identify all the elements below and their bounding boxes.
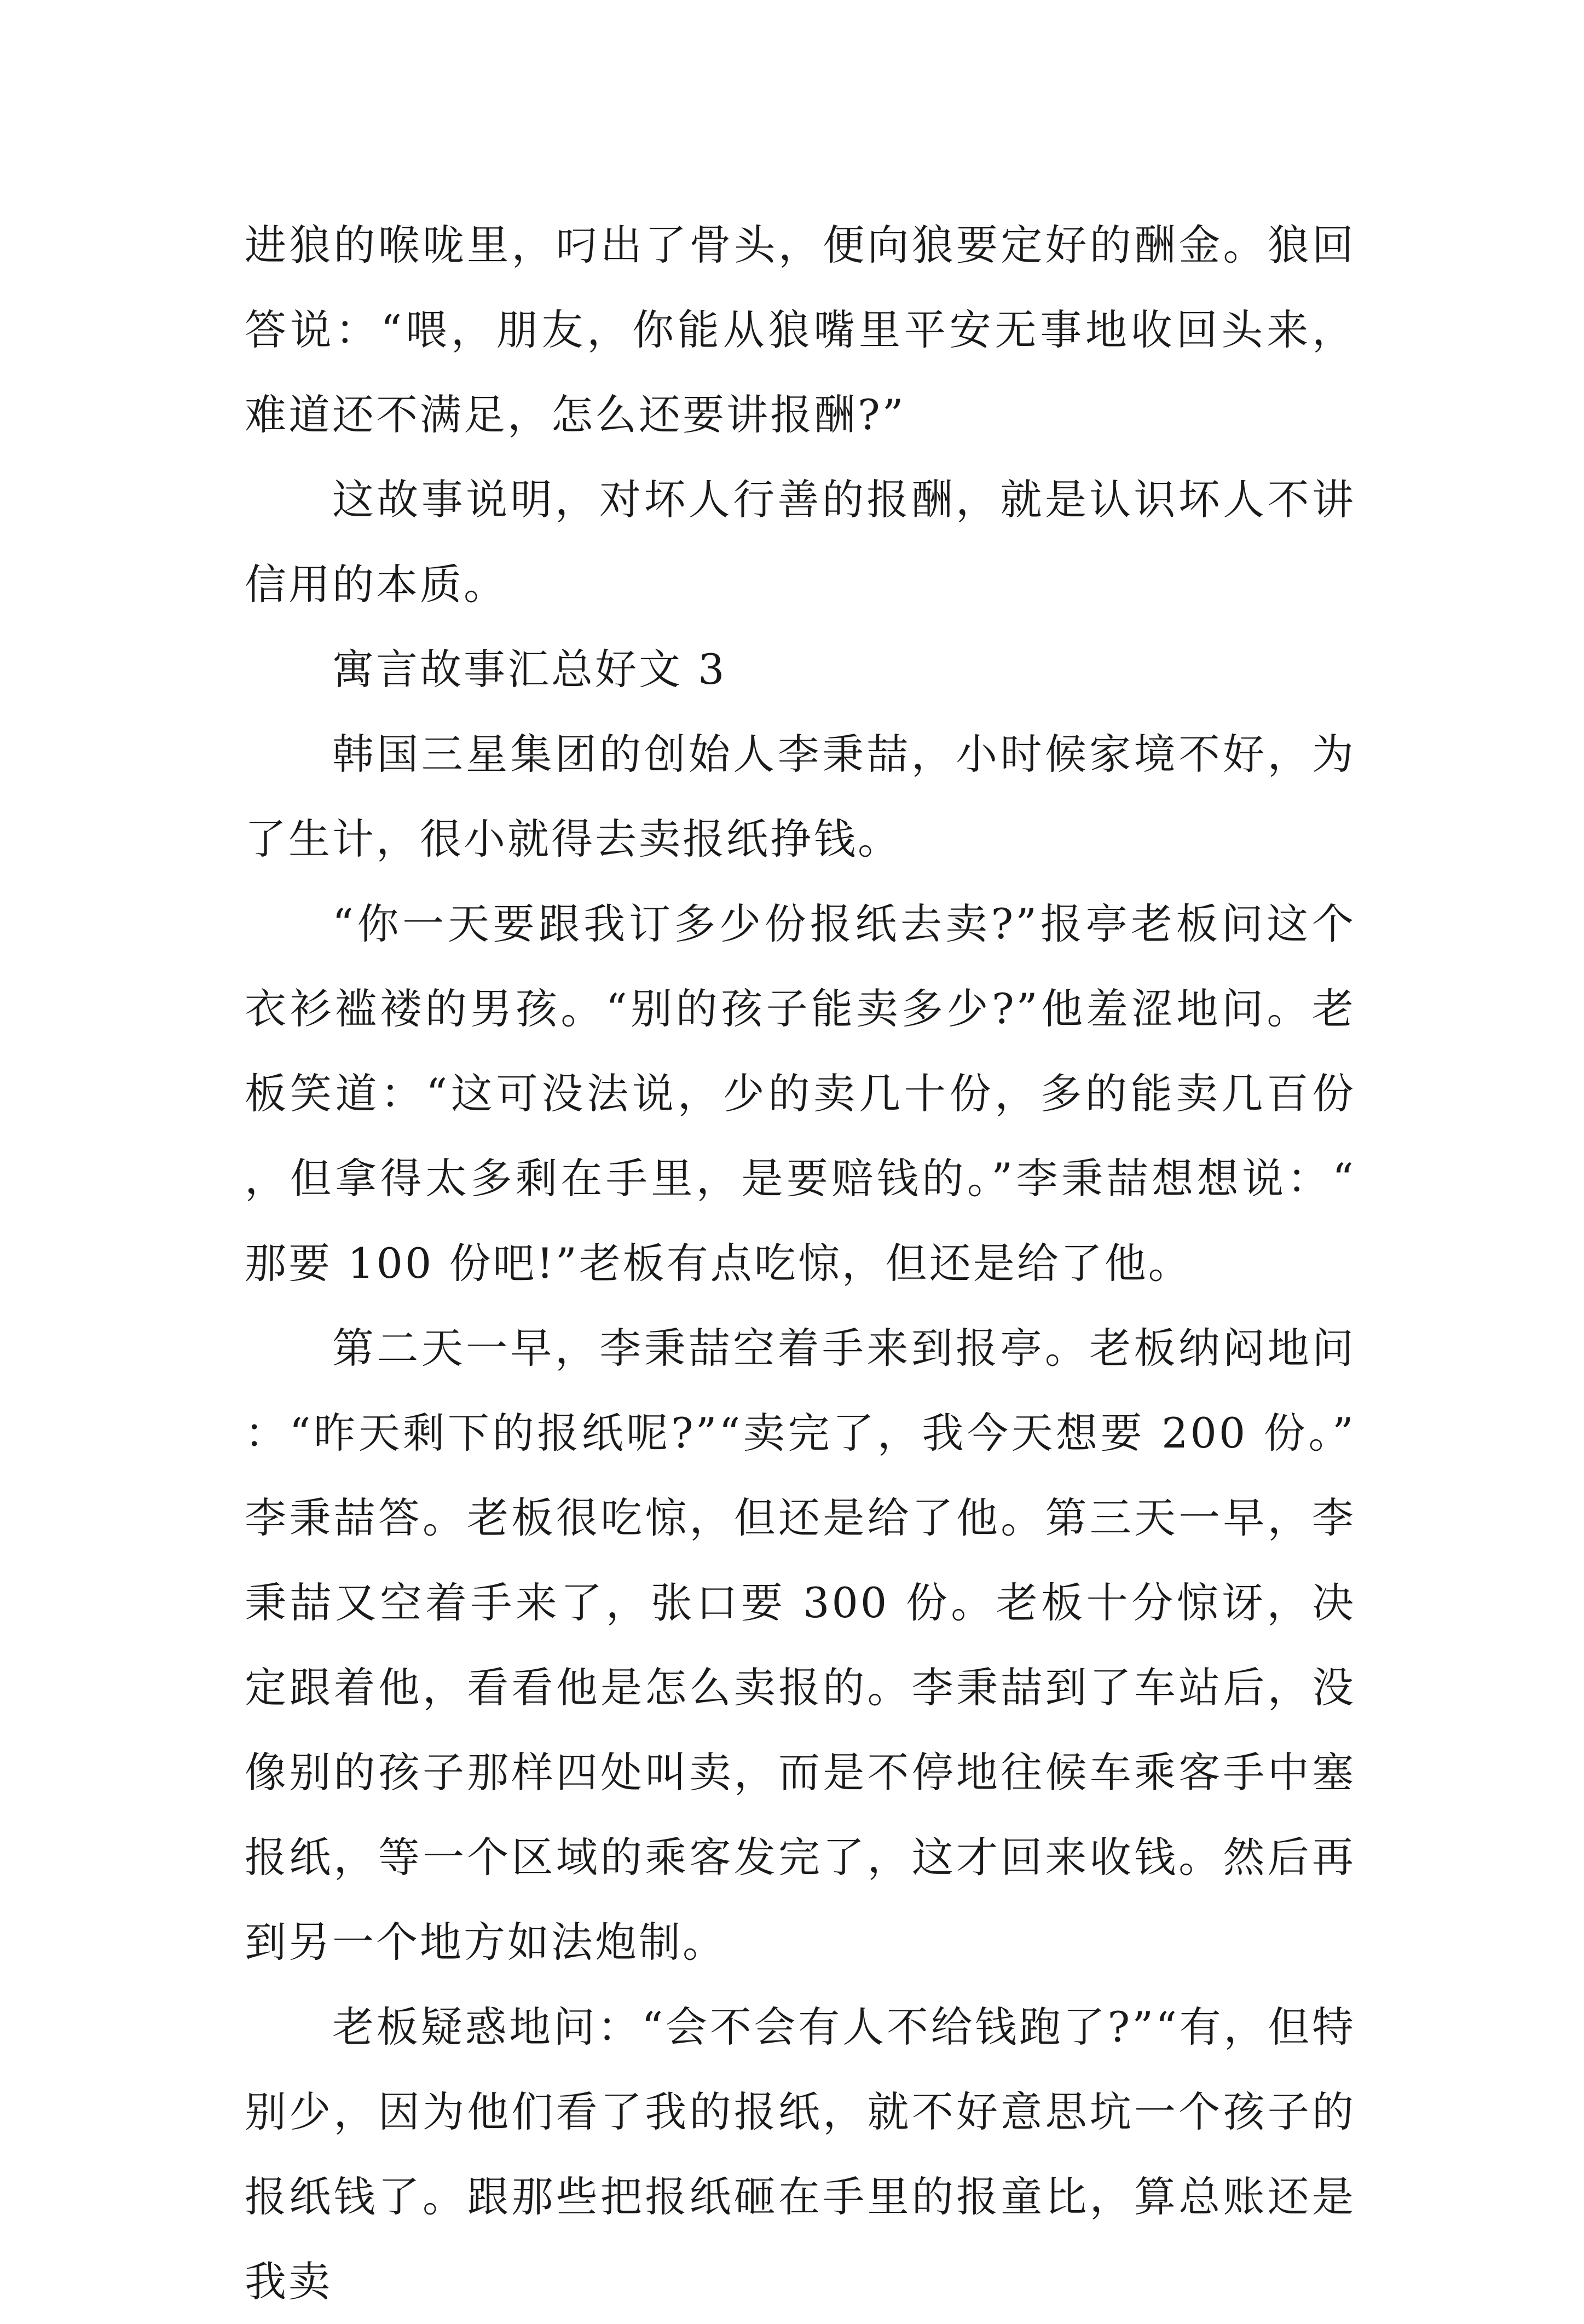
section-heading: 寓言故事汇总好文 3 <box>332 645 727 694</box>
paragraph-continuation: 进狼的喉咙里，叼出了骨头，便向狼要定好的酬金。狼回答说：“喂，朋友，你能从狼嘴里平安无事地收回头来，难道还不满足，怎么还要讲报酬?” <box>245 221 1356 439</box>
paragraph-dialogue: “你一天要跟我订多少份报纸去卖?”报亭老板问这个衣衫褴褛的男孩。“别的孩子能卖多少?”他羞涩地问。老板笑道：“这可没法说，少的卖几十份，多的能卖几百份，但拿得太多剩在手里，是要赔钱的。”李秉喆想想说：“那要 100 份吧!”老板有点吃惊，但还是给了他。 <box>245 899 1356 1288</box>
paragraph-intro: 韩国三星集团的创始人李秉喆，小时候家境不好，为了生计，很小就得去卖报纸挣钱。 <box>245 730 1356 863</box>
paragraph-question: 老板疑惑地问：“会不会有人不给钱跑了?”“有，但特别少，因为他们看了我的报纸，就不好意思坑一个孩子的报纸钱了。跟那些把报纸砸在手里的报童比，算总账还是我卖 <box>245 2003 1356 2306</box>
paragraph-second-day: 第二天一早，李秉喆空着手来到报亭。老板纳闷地问：“昨天剩下的报纸呢?”“卖完了，我今天想要 200 份。”李秉喆答。老板很吃惊，但还是给了他。第三天一早，李秉喆又空着手来了，张口要 300 份。老板十分惊讶，决定跟着他，看看他是怎么卖报的。李秉喆到了车站后，没像别的孩子那样四处叫卖，而是不停地往候车乘客手中塞报纸，等一个区域的乘客发完了，这才回来收钱。然后再到另一个地方如法炮制。 <box>245 1324 1356 1967</box>
paragraph-moral: 这故事说明，对坏人行善的报酬，就是认识坏人不讲信用的本质。 <box>245 475 1356 609</box>
document-body <box>245 203 1356 2324</box>
